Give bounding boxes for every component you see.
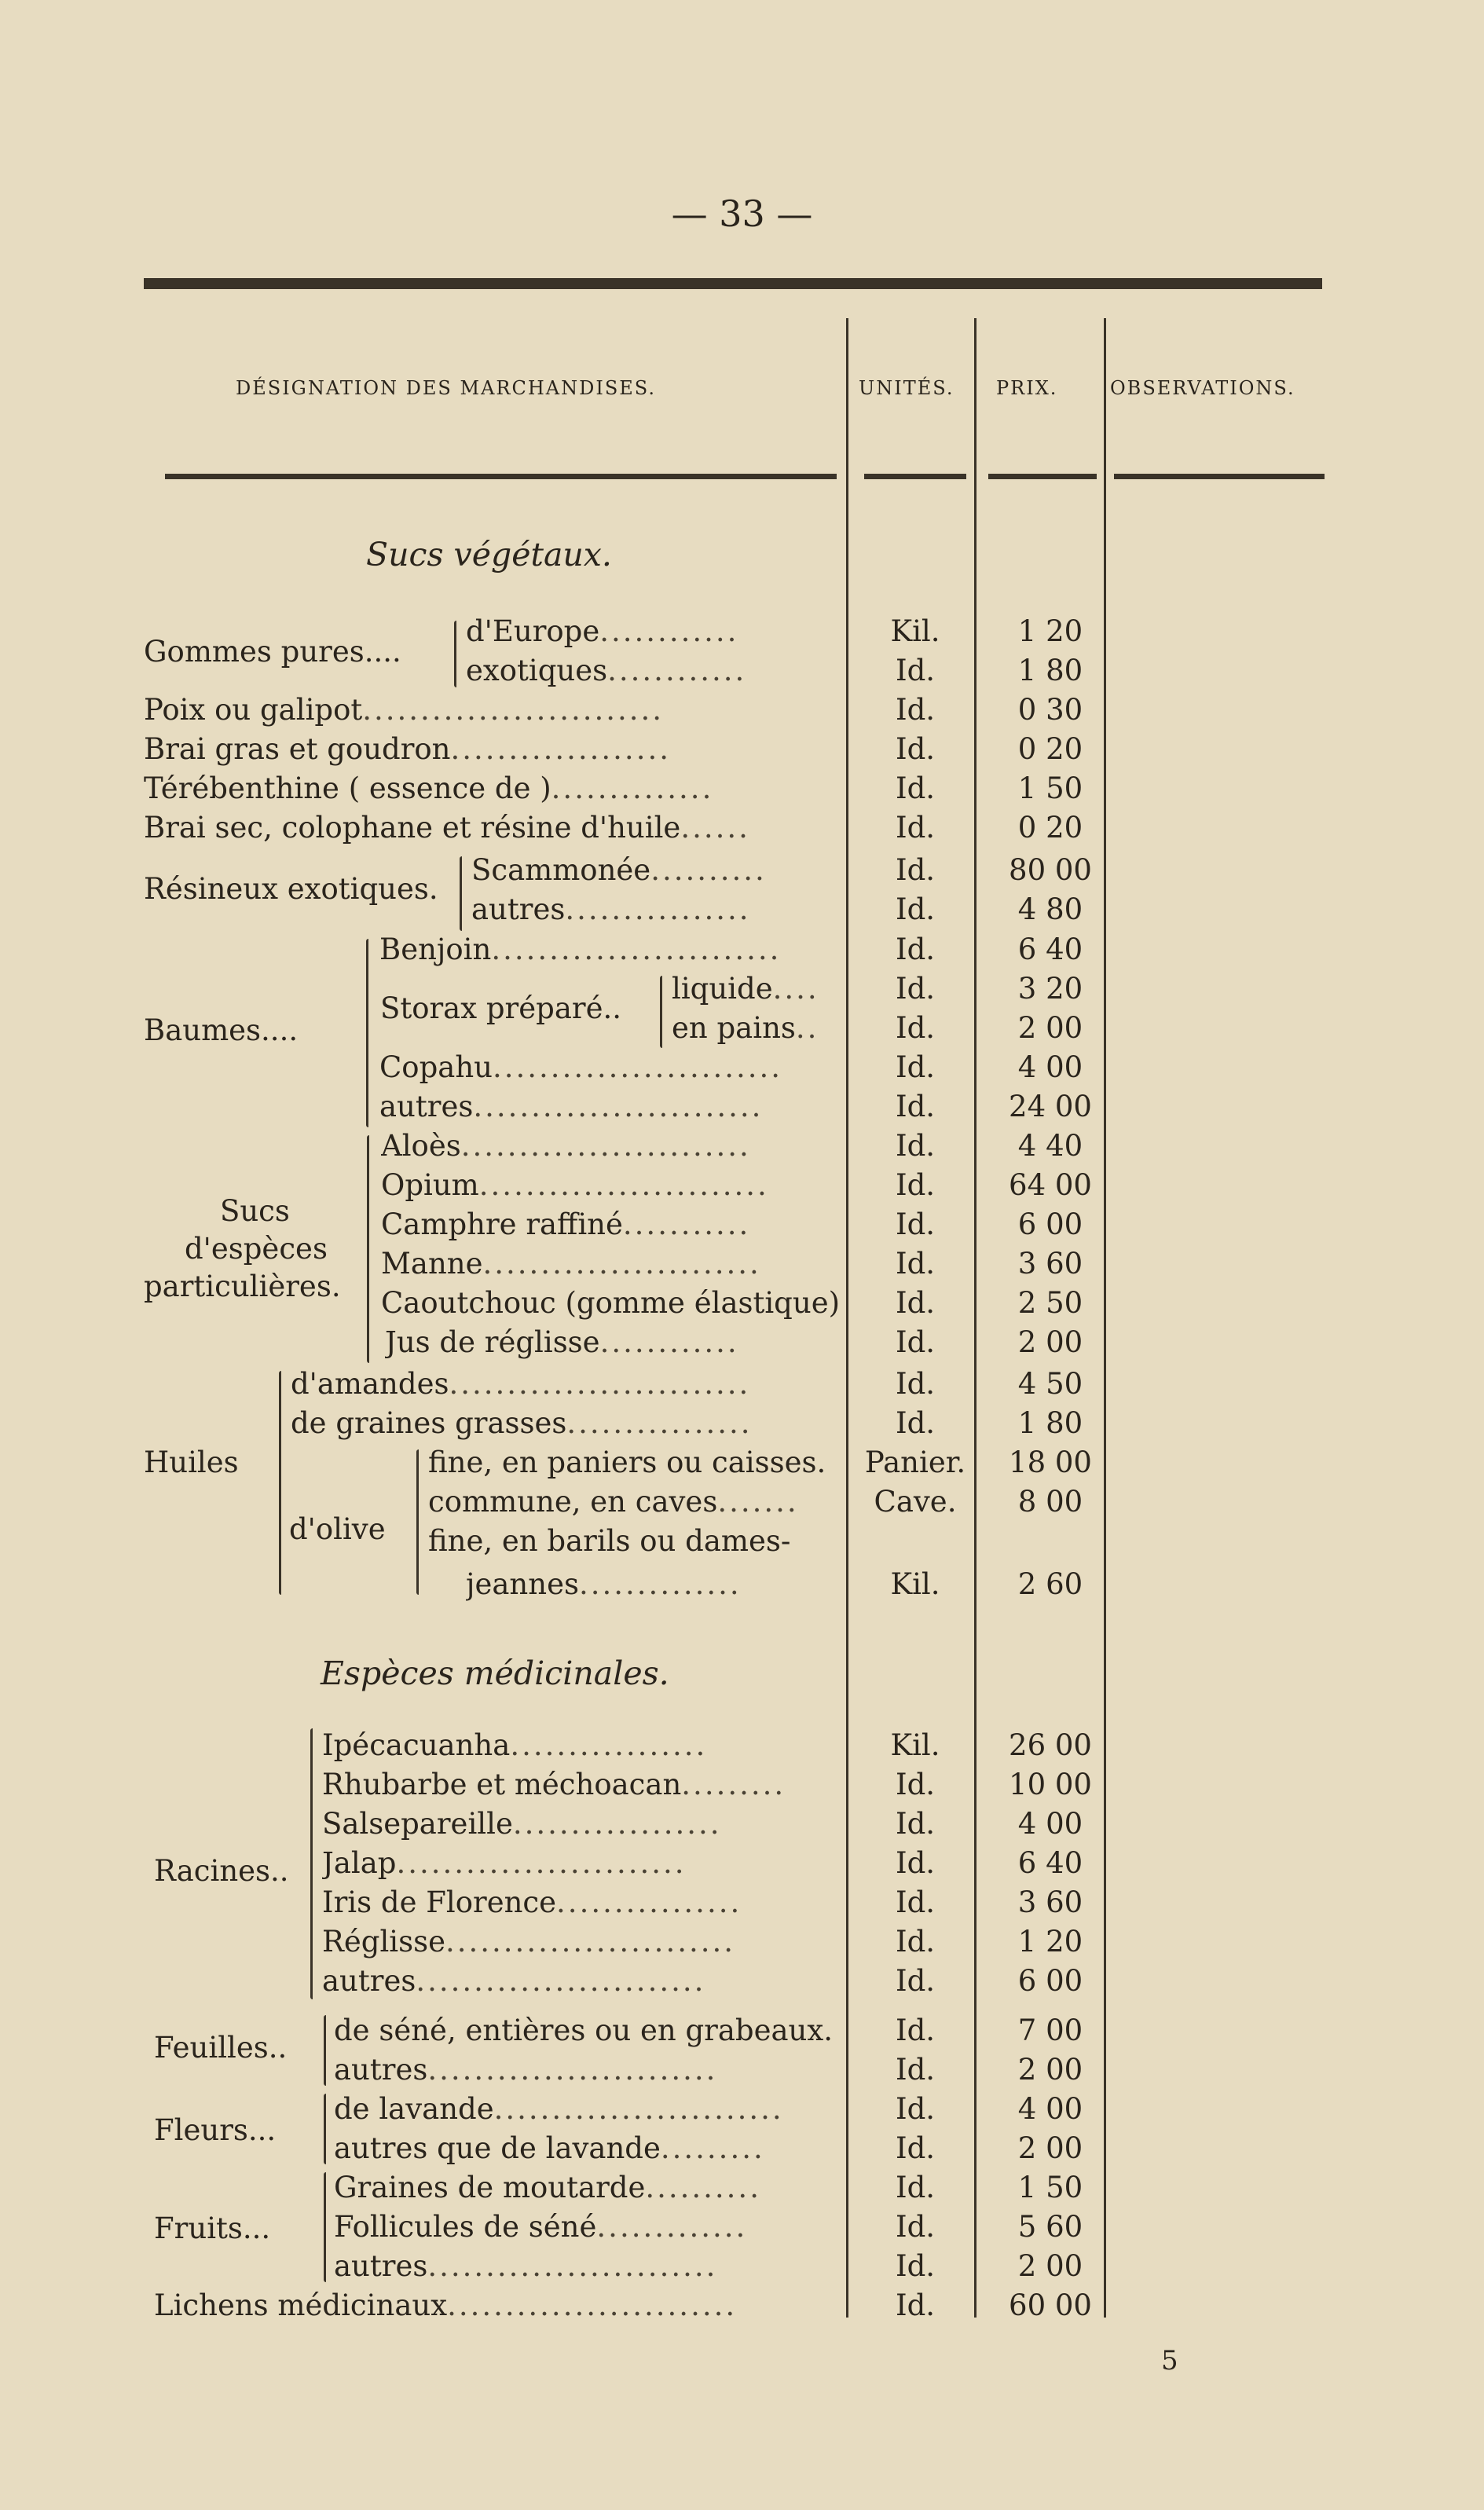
- item-unit: Id.: [895, 2092, 936, 2126]
- section-title: Espèces médicinales.: [321, 1654, 669, 1692]
- item-price: 18 00: [1009, 1446, 1092, 1479]
- table-row: Réglisse......................... Id. 1 20: [0, 1925, 1484, 1964]
- header-rule: [864, 474, 966, 479]
- item-name: autres: [334, 2053, 428, 2087]
- item-price: 6 00: [1017, 1964, 1083, 1998]
- item-price: 0 20: [1017, 732, 1083, 766]
- item-name: Follicules de séné: [334, 2210, 597, 2244]
- table-row: autres................ Id. 4 80: [0, 892, 1484, 932]
- group-label: Sucs: [220, 1194, 290, 1228]
- header-unites: UNITÉS.: [859, 377, 955, 399]
- item-price: 2 00: [1017, 2053, 1083, 2087]
- group-label: particulières.: [144, 1270, 341, 1303]
- item-unit: Id.: [895, 1768, 936, 1801]
- table-row: [0, 2013, 1484, 2053]
- item-unit: Kil.: [890, 1728, 940, 1762]
- item-name: Benjoin: [379, 933, 492, 966]
- table-row: autres......................... Id. 2 00: [0, 2053, 1484, 2092]
- item-unit: Id.: [895, 2249, 936, 2283]
- table-row: de graines grasses................ Id. 1 80: [0, 1406, 1484, 1446]
- item-unit: Id.: [895, 1011, 936, 1045]
- item-unit: Id.: [895, 732, 936, 766]
- item-unit: Id.: [895, 1207, 936, 1241]
- table-row: de lavande......................... Id. 4 00: [0, 2092, 1484, 2131]
- item-unit: Id.: [895, 1885, 936, 1919]
- item-price: 4 80: [1017, 892, 1083, 926]
- table-row: [0, 1524, 1484, 1563]
- item-price: 2 00: [1017, 2131, 1083, 2165]
- table-row: Graines de moutarde.......... Id. 1 50: [0, 2171, 1484, 2210]
- item-name: d'Europe: [466, 614, 600, 648]
- item-price: 2 50: [1017, 1286, 1083, 1320]
- item-unit: Id.: [895, 1168, 936, 1202]
- item-price: 1 20: [1017, 614, 1083, 648]
- item-name: Opium: [381, 1168, 479, 1202]
- item-price: 1 20: [1017, 1925, 1083, 1959]
- item-unit: Id.: [895, 1925, 936, 1959]
- item-unit: Id.: [895, 2288, 936, 2322]
- table-row: Benjoin......................... Id. 6 40: [0, 933, 1484, 972]
- item-name: Caoutchouc (gomme élastique): [381, 1286, 841, 1320]
- item-unit: Id.: [895, 853, 936, 887]
- item-name: Scammonée: [471, 853, 651, 887]
- table-row: Ipécacuanha................. Kil. 26 00: [0, 1728, 1484, 1768]
- item-name: Graines de moutarde: [334, 2171, 646, 2204]
- item-price: 4 50: [1017, 1367, 1083, 1401]
- table-row: en pains.. Id. 2 00: [0, 1011, 1484, 1050]
- item-unit: Id.: [895, 2013, 936, 2047]
- table-row: Brai sec, colophane et résine d'huile...... Id. 0 20: [0, 811, 1484, 850]
- group-label: Baumes....: [144, 1013, 299, 1047]
- item-name: Copahu: [379, 1050, 493, 1084]
- group-label: Gommes pures....: [144, 635, 401, 669]
- item-unit: Id.: [895, 1247, 936, 1281]
- item-unit: Id.: [895, 1406, 936, 1440]
- table-row: [0, 1446, 1484, 1485]
- table-row: Rhubarbe et méchoacan......... Id. 10 00: [0, 1768, 1484, 1807]
- table-row: Follicules de séné............. Id. 5 60: [0, 2210, 1484, 2249]
- header-prix: PRIX.: [996, 377, 1058, 399]
- item-price: 26 00: [1009, 1728, 1092, 1762]
- item-unit: Id.: [895, 2210, 936, 2244]
- item-price: 3 60: [1017, 1247, 1083, 1281]
- group-label: Fruits...: [154, 2211, 271, 2245]
- item-name: Rhubarbe et méchoacan: [322, 1768, 682, 1801]
- table-row: autres......................... Id. 6 00: [0, 1964, 1484, 2003]
- table-row: Iris de Florence................ Id. 3 60: [0, 1885, 1484, 1925]
- item-name: Camphre raffiné: [381, 1207, 623, 1241]
- item-name: Iris de Florence: [322, 1885, 557, 1919]
- item-price: 6 40: [1017, 933, 1083, 966]
- item-name: de séné, entières ou en grabeaux.: [334, 2013, 834, 2047]
- item-unit: Id.: [895, 933, 936, 966]
- item-name: Jalap: [322, 1846, 397, 1880]
- table-row: Jalap......................... Id. 6 40: [0, 1846, 1484, 1885]
- group-label: Résineux exotiques.: [144, 872, 438, 906]
- item-price: 10 00: [1009, 1768, 1092, 1801]
- table-row: Manne........................ Id. 3 60: [0, 1247, 1484, 1286]
- table-row: autres......................... Id. 24 00: [0, 1090, 1484, 1129]
- item-unit: Id.: [895, 1325, 936, 1359]
- item-price: 1 80: [1017, 654, 1083, 687]
- group-label: Feuilles..: [154, 2031, 288, 2065]
- item-name: autres: [322, 1964, 416, 1998]
- group-label: Huiles: [144, 1446, 239, 1479]
- table-row: Poix ou galipot.......................... Id. 0 30: [0, 693, 1484, 732]
- table-row: Térébenthine ( essence de ).............. Id. 1 50: [0, 771, 1484, 811]
- item-name: Ipécacuanha: [322, 1728, 511, 1762]
- header-observations: OBSERVATIONS.: [1110, 377, 1295, 399]
- item-unit: Id.: [895, 1129, 936, 1163]
- item-price: 3 20: [1017, 972, 1083, 1006]
- item-price: 4 00: [1017, 2092, 1083, 2126]
- item-name: en pains: [672, 1011, 796, 1045]
- item-price: 2 00: [1017, 1325, 1083, 1359]
- item-price: 0 30: [1017, 693, 1083, 727]
- table-row: autres que de lavande......... Id. 2 00: [0, 2131, 1484, 2171]
- item-name: fine, en paniers ou caisses.: [428, 1446, 826, 1479]
- header-rule: [988, 474, 1097, 479]
- item-name: autres: [471, 892, 566, 926]
- item-unit: Id.: [895, 972, 936, 1006]
- item-name: Manne: [381, 1247, 483, 1281]
- item-unit: Id.: [895, 693, 936, 727]
- item-price: 24 00: [1009, 1090, 1092, 1123]
- item-name: autres: [379, 1090, 474, 1123]
- table-row: Lichens médicinaux......................... Id. 60 00: [0, 2288, 1484, 2328]
- item-price: 6 00: [1017, 1207, 1083, 1241]
- item-price: 6 40: [1017, 1846, 1083, 1880]
- item-price: 5 60: [1017, 2210, 1083, 2244]
- item-unit: Id.: [895, 1090, 936, 1123]
- page-number: — 33 —: [671, 192, 813, 235]
- item-price: 4 00: [1017, 1050, 1083, 1084]
- item-price: 4 40: [1017, 1129, 1083, 1163]
- item-unit: Id.: [895, 892, 936, 926]
- item-unit: Id.: [895, 1807, 936, 1841]
- item-unit: Id.: [895, 1286, 936, 1320]
- group-label: Storax préparé..: [380, 991, 621, 1025]
- table-row: d'Europe............ Kil. 1 20: [0, 614, 1484, 654]
- item-name: Poix ou galipot: [144, 693, 363, 727]
- table-row: Opium......................... Id. 64 00: [0, 1168, 1484, 1207]
- item-price: 2 00: [1017, 2249, 1083, 2283]
- item-price: 0 20: [1017, 811, 1083, 845]
- header-designation: DÉSIGNATION DES MARCHANDISES.: [236, 377, 656, 399]
- table-row: Scammonée.......... Id. 80 00: [0, 853, 1484, 892]
- table-row: liquide.... Id. 3 20: [0, 972, 1484, 1011]
- table-row: Brai gras et goudron................... Id. 0 20: [0, 732, 1484, 771]
- item-unit: Id.: [895, 654, 936, 687]
- item-price: 7 00: [1017, 2013, 1083, 2047]
- item-price: 60 00: [1009, 2288, 1092, 2322]
- item-unit: Cave.: [874, 1485, 957, 1519]
- item-price: 1 50: [1017, 771, 1083, 805]
- header-rule: [165, 474, 837, 479]
- item-name: d'amandes: [291, 1367, 449, 1401]
- table-row: commune, en caves....... Cave. 8 00: [0, 1485, 1484, 1524]
- item-price: 8 00: [1017, 1485, 1083, 1519]
- item-price: 2 00: [1017, 1011, 1083, 1045]
- table-row: Jus de réglisse............ Id. 2 00: [0, 1325, 1484, 1365]
- item-unit: Id.: [895, 1050, 936, 1084]
- item-unit: Panier.: [864, 1446, 966, 1479]
- item-price: 2 60: [1017, 1567, 1083, 1601]
- item-name: Jus de réglisse: [385, 1325, 600, 1359]
- item-name: Brai gras et goudron: [144, 732, 451, 766]
- item-unit: Id.: [895, 1964, 936, 1998]
- table-row: autres......................... Id. 2 00: [0, 2249, 1484, 2288]
- item-name: jeannes: [466, 1567, 579, 1601]
- section-title: Sucs végétaux.: [366, 536, 612, 573]
- item-name: autres: [334, 2249, 428, 2283]
- item-price: 1 80: [1017, 1406, 1083, 1440]
- group-label: Racines..: [154, 1854, 289, 1888]
- item-name: Salsepareille: [322, 1807, 513, 1841]
- item-unit: Id.: [895, 1846, 936, 1880]
- header-rule: [1114, 474, 1325, 479]
- item-price: 1 50: [1017, 2171, 1083, 2204]
- group-label: d'olive: [289, 1512, 386, 1546]
- item-price: 80 00: [1009, 853, 1092, 887]
- table-row: [0, 1286, 1484, 1325]
- table-row: Aloès......................... Id. 4 40: [0, 1129, 1484, 1168]
- item-unit: Id.: [895, 2171, 936, 2204]
- item-unit: Id.: [895, 2131, 936, 2165]
- item-name: Térébenthine ( essence de ): [144, 771, 551, 805]
- item-name: autres que de lavande: [334, 2131, 661, 2165]
- item-unit: Kil.: [890, 614, 940, 648]
- item-unit: Id.: [895, 771, 936, 805]
- item-price: 3 60: [1017, 1885, 1083, 1919]
- group-label: Fleurs...: [154, 2113, 277, 2147]
- table-row: Camphre raffiné........... Id. 6 00: [0, 1207, 1484, 1247]
- item-unit: Id.: [895, 2053, 936, 2087]
- item-name: liquide: [672, 972, 773, 1006]
- item-name: Lichens médicinaux: [154, 2288, 448, 2322]
- signature-mark: 5: [1161, 2345, 1178, 2376]
- table-row: Salsepareille.................. Id. 4 00: [0, 1807, 1484, 1846]
- item-name: fine, en barils ou dames-: [428, 1524, 791, 1558]
- item-price: 64 00: [1009, 1168, 1092, 1202]
- table-row: exotiques............ Id. 1 80: [0, 654, 1484, 693]
- table-row: d'amandes.......................... Id. 4 50: [0, 1367, 1484, 1406]
- item-name: commune, en caves: [428, 1485, 718, 1519]
- item-name: Aloès: [381, 1129, 461, 1163]
- item-name: de graines grasses: [291, 1406, 567, 1440]
- item-unit: Id.: [895, 1367, 936, 1401]
- item-unit: Id.: [895, 811, 936, 845]
- item-name: Brai sec, colophane et résine d'huile: [144, 811, 681, 845]
- table-row: jeannes.............. Kil. 2 60: [0, 1567, 1484, 1607]
- item-name: Réglisse: [322, 1925, 445, 1959]
- group-label: d'espèces: [185, 1232, 328, 1266]
- item-price: 4 00: [1017, 1807, 1083, 1841]
- table-row: Copahu......................... Id. 4 00: [0, 1050, 1484, 1090]
- item-name: exotiques: [466, 654, 608, 687]
- item-name: de lavande: [334, 2092, 494, 2126]
- item-unit: Kil.: [890, 1567, 940, 1601]
- top-rule: [144, 278, 1322, 289]
